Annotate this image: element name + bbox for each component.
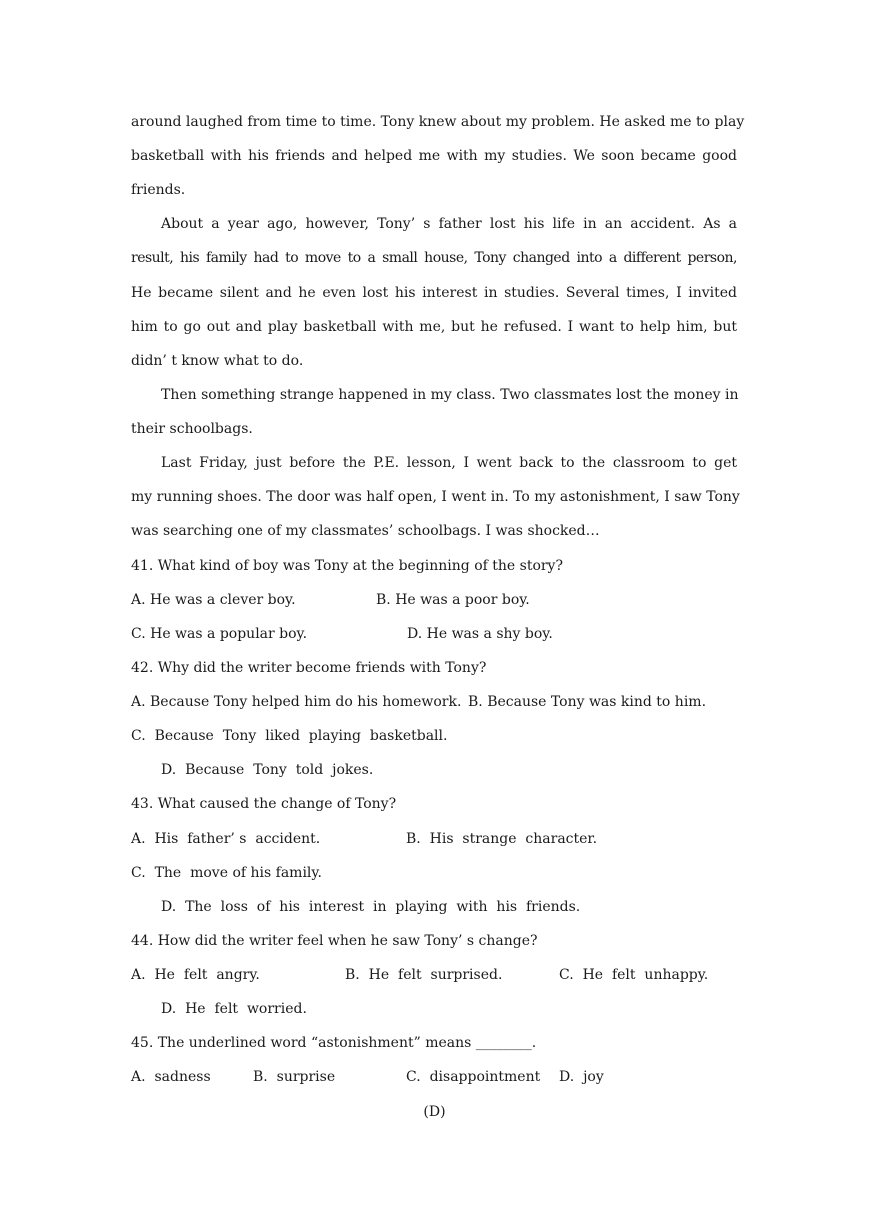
option-b: B. He was a poor boy. xyxy=(376,592,530,608)
option-d: D. He felt worried. xyxy=(161,1001,307,1017)
option-a: A. He felt angry. xyxy=(131,967,260,983)
option-c: C. Because Tony liked playing basketball. xyxy=(131,728,448,744)
question-stem: 45. The underlined word “astonishment” means ________. xyxy=(131,1035,537,1051)
option-b: B. He felt surprised. xyxy=(345,967,503,983)
option-a: A. He was a clever boy. xyxy=(131,592,296,608)
passage-line: basketball with his friends and helped me with my studies. We soon became good xyxy=(131,148,737,164)
question-stem: 41. What kind of boy was Tony at the beginning of the story? xyxy=(131,558,563,574)
question-stem: 44. How did the writer feel when he saw Tony’ s change? xyxy=(131,933,538,949)
question-stem: 43. What caused the change of Tony? xyxy=(131,796,397,812)
passage-line: friends. xyxy=(131,182,186,198)
option-c: C. The move of his family. xyxy=(131,865,322,881)
passage-line: my running shoes. The door was half open, I went in. To my astonishment, I saw Tony xyxy=(131,489,740,505)
option-b: B. His strange character. xyxy=(406,831,598,847)
passage-line: their schoolbags. xyxy=(131,421,253,437)
option-c: C. He was a popular boy. xyxy=(131,626,308,642)
option-d: D. Because Tony told jokes. xyxy=(161,762,374,778)
option-d: D. He was a shy boy. xyxy=(407,626,553,642)
option-d: D. joy xyxy=(559,1069,604,1085)
passage-line: didn’ t know what to do. xyxy=(131,353,304,369)
option-b: B. Because Tony was kind to him. xyxy=(468,694,707,710)
passage-line: result, his family had to move to a small house, Tony changed into a different person, xyxy=(131,250,737,266)
option-d: D. The loss of his interest in playing with his friends. xyxy=(161,899,581,915)
option-c: C. He felt unhappy. xyxy=(559,967,709,983)
passage-line: was searching one of my classmates’ schoolbags. I was shocked… xyxy=(131,523,600,539)
passage-line: Then something strange happened in my class. Two classmates lost the money in xyxy=(161,387,739,403)
passage-line: around laughed from time to time. Tony knew about my problem. He asked me to play xyxy=(131,114,745,130)
passage-line: him to go out and play basketball with me, but he refused. I want to help him, but xyxy=(131,319,737,335)
option-a: A. His father’ s accident. xyxy=(131,831,321,847)
option-a: A. Because Tony helped him do his homework. xyxy=(131,694,462,710)
option-c: C. disappointment xyxy=(406,1069,541,1085)
option-a: A. sadness xyxy=(131,1069,211,1085)
passage-line: He became silent and he even lost his interest in studies. Several times, I invited xyxy=(131,285,737,301)
section-label: (D) xyxy=(423,1104,446,1120)
option-b: B. surprise xyxy=(253,1069,336,1085)
passage-line: Last Friday, just before the P.E. lesson, I went back to the classroom to get xyxy=(161,455,737,471)
passage-line: About a year ago, however, Tony’ s father lost his life in an accident. As a xyxy=(161,216,737,232)
question-stem: 42. Why did the writer become friends with Tony? xyxy=(131,660,487,676)
